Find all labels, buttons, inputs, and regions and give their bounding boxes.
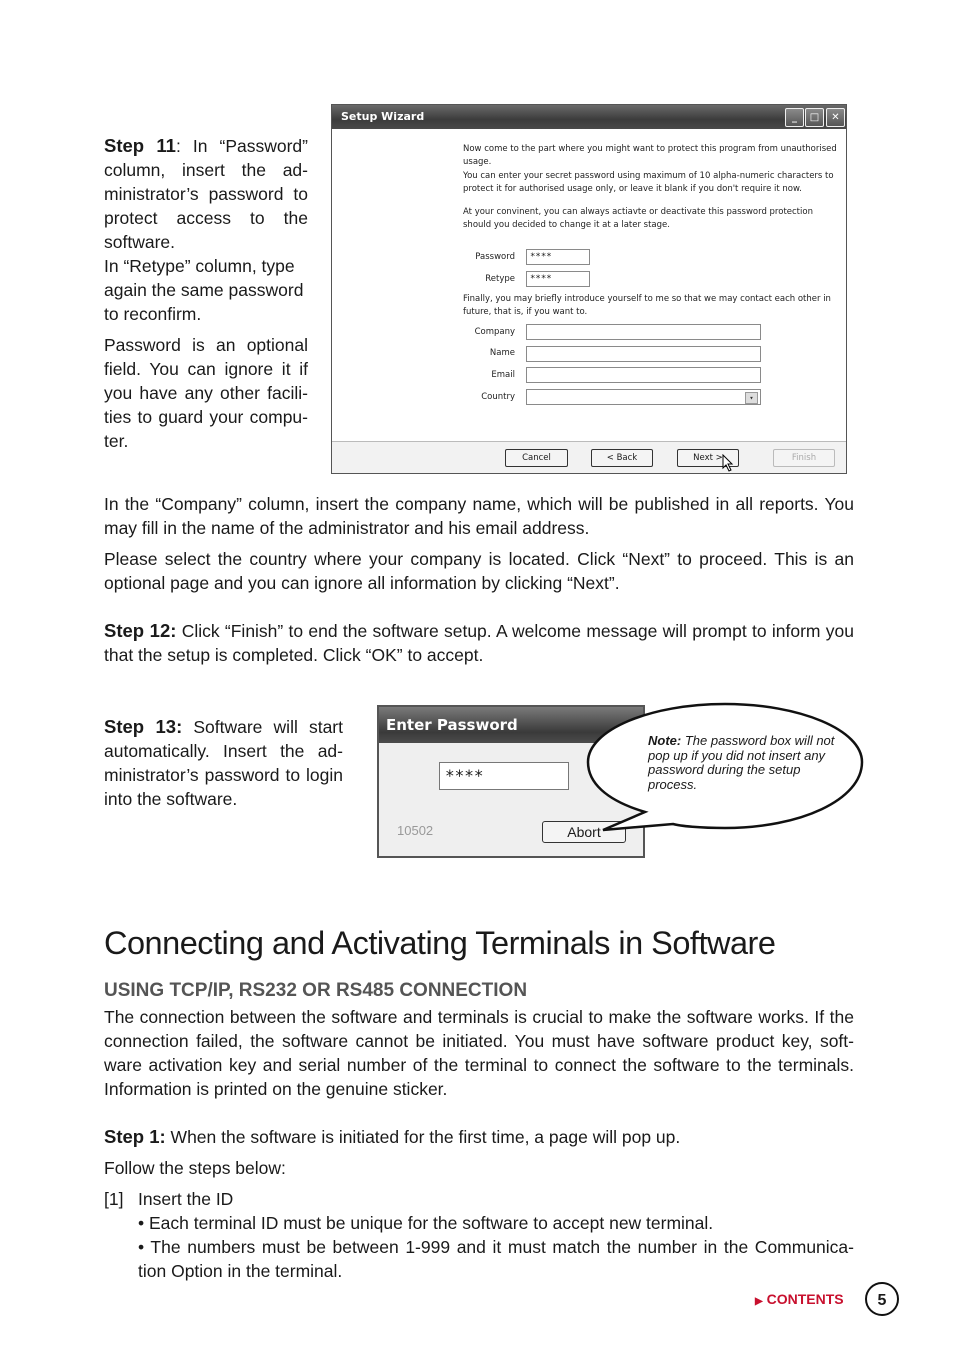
wizard-intro-3: At your convinent, you can always actiavte or deactivate this password protection should you decided to change it at a later stage. (463, 207, 813, 230)
company-paragraph: In the “Company” column, insert the company name, which will be published in all reports. You may fill in the name of the administrator and his email address. (104, 494, 854, 538)
abort-button[interactable]: Abort (542, 821, 626, 843)
bullet-item-1: • Each terminal ID must be unique for the software to accept new terminal. (138, 1213, 714, 1233)
maximize-icon[interactable]: □ (805, 108, 824, 127)
note-text: The password box will not pop up if you did not insert any password during the setup process. (648, 733, 835, 792)
step1-label: Step 1: (104, 1126, 166, 1147)
bullet-item-2: • The numbers must be between 1-999 and it must match the number in the Communica-tion Option in the terminal. (138, 1237, 854, 1281)
password-label: Password (475, 252, 515, 262)
password-field[interactable]: **** (526, 249, 590, 265)
country-paragraph: Please select the country where your company is located. Click “Next” to proceed. This is an optional page and you can ignore all information by clicking “Next”. (104, 549, 854, 593)
note-label: Note: (648, 733, 682, 748)
retype-field[interactable]: **** (526, 271, 590, 287)
contents-label: CONTENTS (766, 1291, 844, 1307)
contents-link[interactable] (755, 1291, 844, 1307)
wizard-intro-4: Finally, you may briefly introduce yourself to me so that we may contact each other in future, that is, if you want to. (463, 294, 831, 317)
step12-paragraph (104, 619, 854, 667)
step12-label: Step 12: (104, 620, 177, 641)
finish-button[interactable]: Finish (773, 449, 835, 467)
chevron-down-icon[interactable]: ▾ (745, 392, 758, 404)
setup-wizard-title: Setup Wizard (341, 110, 425, 123)
enter-password-title: Enter Password (379, 707, 643, 743)
setup-wizard-window (331, 104, 847, 474)
list-number: [1] (104, 1189, 124, 1209)
close-icon[interactable]: ✕ (826, 108, 845, 127)
setup-wizard-titlebar (332, 105, 846, 129)
connection-paragraph: The connection between the software and terminals is crucial to make the software works. If the connection failed, the software cannot be initiated. You must have software product key, soft-ware activation key and serial number of the terminal to connect the software to the terminals. Information is printed on the genuine sticker. (104, 1007, 854, 1099)
company-label: Company (474, 327, 515, 337)
company-field[interactable] (526, 324, 761, 340)
email-field[interactable] (526, 367, 761, 383)
terminal-code: 10502 (397, 823, 434, 838)
step11-paragraph (104, 134, 308, 254)
step1-text: When the software is initiated for the first time, a page will pop up. (165, 1127, 681, 1147)
name-label: Name (489, 348, 515, 358)
back-button[interactable]: < Back (591, 449, 653, 467)
note-text-block (648, 734, 838, 792)
name-field[interactable] (526, 346, 761, 362)
step13-paragraph (104, 715, 343, 811)
wizard-intro-1: Now come to the part where you might want to protect this program from unauthorised usage. (463, 144, 837, 167)
step11-text: : In “Password” column, insert the ad-ministrator’s password to protect access to the software. (104, 136, 308, 252)
wizard-button-separator (332, 441, 846, 442)
section-subheading: USING TCP/IP, RS232 OR RS485 CONNECTION (104, 980, 528, 1001)
password-input[interactable]: **** (439, 762, 569, 790)
retype-label: Retype (485, 274, 515, 284)
step1-paragraph (104, 1125, 854, 1149)
wizard-intro-2: You can enter your secret password using maximum of 10 alpha-numeric characters to protect it for authorised usage only, or leave it blank if you don't require it now. (463, 171, 834, 194)
minimize-icon[interactable]: _ (785, 108, 804, 127)
step11-retype-text: In “Retype” column, type again the same password to reconfirm. (104, 256, 304, 324)
setup-wizard-body (332, 129, 846, 441)
step12-text: Click “Finish” to end the software setup. A welcome message will prompt to inform you that the setup is completed. Click “OK” to accept. (104, 621, 854, 665)
next-button[interactable]: Next > (677, 449, 739, 467)
country-label: Country (481, 392, 515, 402)
page-number: 5 (865, 1282, 899, 1316)
section-heading: Connecting and Activating Terminals in Software (104, 925, 776, 961)
list-item: Insert the ID (138, 1189, 234, 1209)
step13-text: Software will start automatically. Insert the ad-ministrator’s password to login into the software. (104, 717, 344, 809)
step11-optional-text: Password is an optional field. You can ignore it if you have any other facili-ties to guard your compu-ter. (104, 335, 308, 451)
mouse-pointer-icon (722, 454, 734, 472)
arrow-right-icon: ▶ (755, 1296, 763, 1307)
step11-label: Step 11 (104, 135, 176, 156)
email-label: Email (491, 370, 515, 380)
step13-label: Step 13: (104, 716, 183, 737)
country-select[interactable] (526, 389, 761, 405)
cancel-button[interactable]: Cancel (505, 449, 568, 467)
follow-text: Follow the steps below: (104, 1158, 286, 1178)
